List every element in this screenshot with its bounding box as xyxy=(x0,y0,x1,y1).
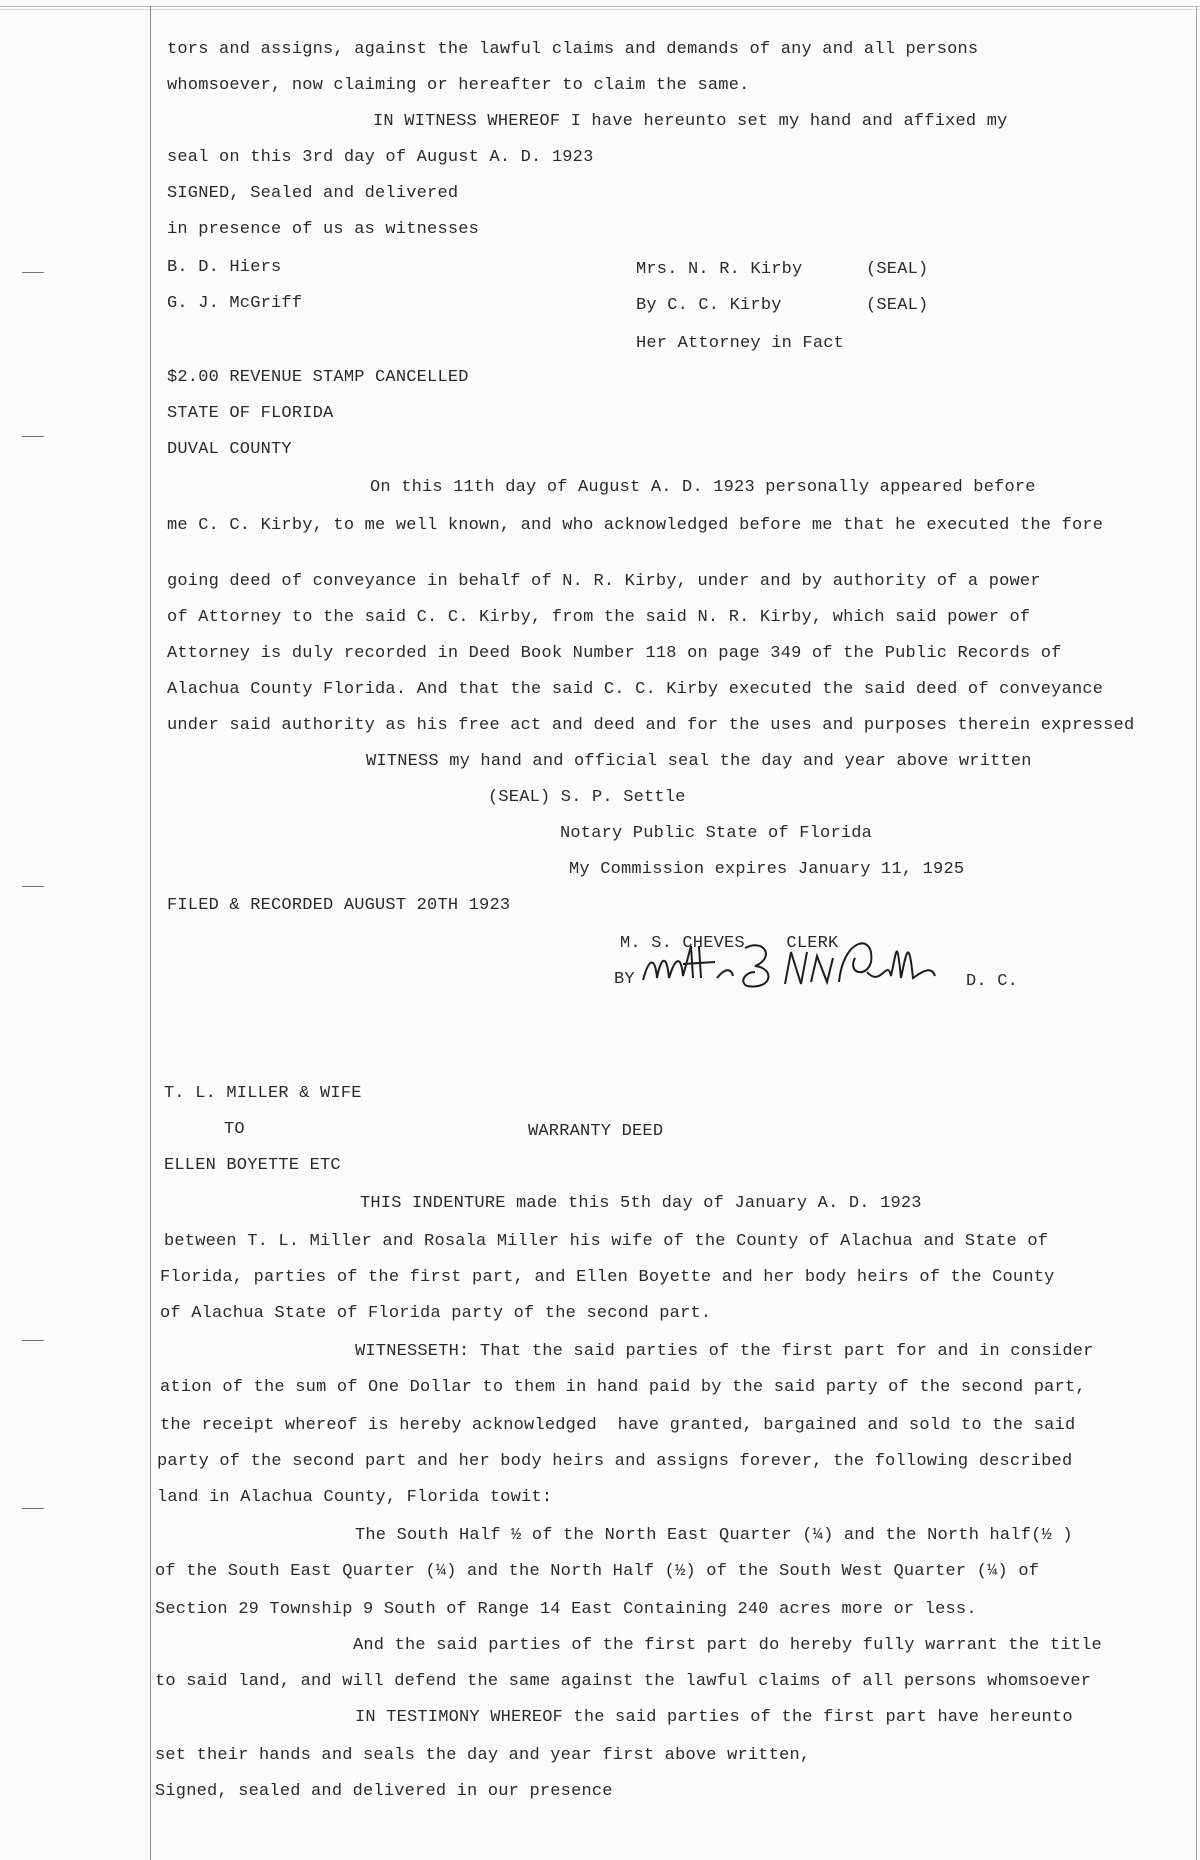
text-line: seal on this 3rd day of August A. D. 1923 xyxy=(167,148,594,167)
text-line: going deed of conveyance in behalf of N. R. Kirby, under and by authority of a power xyxy=(167,572,1041,591)
signer-name: By C. C. Kirby xyxy=(636,296,782,315)
text-line: The South Half ½ of the North East Quarter (¼) and the North half(½ ) xyxy=(355,1526,1073,1545)
text-line: the receipt whereof is hereby acknowledged have granted, bargained and sold to the said xyxy=(160,1416,1076,1435)
margin-tick xyxy=(22,1340,44,1341)
signer-name: Mrs. N. R. Kirby xyxy=(636,260,803,279)
right-margin-rule xyxy=(1196,6,1197,1860)
margin-tick xyxy=(22,1508,44,1509)
text-line: under said authority as his free act and deed and for the uses and purposes therein expressed xyxy=(167,716,1135,735)
text-line: SIGNED, Sealed and delivered xyxy=(167,184,459,203)
seal-mark: (SEAL) xyxy=(866,296,929,315)
text-line: of Alachua State of Florida party of the second part. xyxy=(160,1304,712,1323)
text-line: IN TESTIMONY WHEREOF the said parties of the first part have hereunto xyxy=(355,1708,1073,1727)
text-line: On this 11th day of August A. D. 1923 personally appeared before xyxy=(370,478,1036,497)
text-line: party of the second part and her body heirs and assigns forever, the following described xyxy=(157,1452,1073,1471)
text-line: Signed, sealed and delivered in our presence xyxy=(155,1782,613,1801)
deed-party-two: ELLEN BOYETTE ETC xyxy=(164,1156,341,1175)
text-line: me C. C. Kirby, to me well known, and who acknowledged before me that he executed the fore xyxy=(167,516,1104,535)
text-line: IN WITNESS WHEREOF I have hereunto set my hand and affixed my xyxy=(373,112,1008,131)
handwritten-signature xyxy=(635,928,995,1000)
text-line: set their hands and seals the day and year first above written, xyxy=(155,1746,811,1765)
stamp-line: $2.00 REVENUE STAMP CANCELLED xyxy=(167,368,469,387)
deed-to: TO xyxy=(224,1120,245,1139)
deed-party-one: T. L. MILLER & WIFE xyxy=(164,1084,362,1103)
state-line: STATE OF FLORIDA xyxy=(167,404,334,423)
text-line: And the said parties of the first part do hereby fully warrant the title xyxy=(353,1636,1102,1655)
text-line: Attorney is duly recorded in Deed Book Number 118 on page 349 of the Public Records of xyxy=(167,644,1062,663)
text-line: land in Alachua County, Florida towit: xyxy=(157,1488,553,1507)
notary-title: Notary Public State of Florida xyxy=(560,824,873,843)
notary-seal-line: (SEAL) S. P. Settle xyxy=(488,788,686,807)
text-line: tors and assigns, against the lawful claims and demands of any and all persons xyxy=(167,40,979,59)
text-line: Florida, parties of the first part, and Ellen Boyette and her body heirs of the County xyxy=(160,1268,1055,1287)
text-line: Section 29 Township 9 South of Range 14 East Containing 240 acres more or less. xyxy=(155,1600,977,1619)
clerk-dc: D. C. xyxy=(966,972,1019,991)
text-line: between T. L. Miller and Rosala Miller his wife of the County of Alachua and State of xyxy=(164,1232,1049,1251)
seal-mark: (SEAL) xyxy=(866,260,929,279)
clerk-name: M. S. CHEVES CLERK xyxy=(620,934,839,953)
text-line: in presence of us as witnesses xyxy=(167,220,480,239)
text-line: WITNESS my hand and official seal the day and year above written xyxy=(366,752,1032,771)
text-line: ation of the sum of One Dollar to them in hand paid by the said party of the second part, xyxy=(160,1378,1086,1397)
text-line: to said land, and will defend the same against the lawful claims of all persons whomsoever xyxy=(155,1672,1092,1691)
signer-title: Her Attorney in Fact xyxy=(636,334,845,353)
text-line: of Attorney to the said C. C. Kirby, from the said N. R. Kirby, which said power of xyxy=(167,608,1031,627)
left-margin-rule xyxy=(150,6,151,1860)
top-border xyxy=(0,0,1200,7)
clerk-by: BY xyxy=(614,970,635,989)
witness-name: B. D. Hiers xyxy=(167,258,282,277)
margin-tick xyxy=(22,436,44,437)
filed-line: FILED & RECORDED AUGUST 20TH 1923 xyxy=(167,896,511,915)
text-line: of the South East Quarter (¼) and the North Half (½) of the South West Quarter (¼) of xyxy=(155,1562,1040,1581)
text-line: whomsoever, now claiming or hereafter to claim the same. xyxy=(167,76,750,95)
text-line: Alachua County Florida. And that the said C. C. Kirby executed the said deed of conveyance xyxy=(167,680,1104,699)
margin-tick xyxy=(22,272,44,273)
deed-type: WARRANTY DEED xyxy=(528,1122,664,1141)
text-line: WITNESSETH: That the said parties of the first part for and in consider xyxy=(355,1342,1094,1361)
text-line: THIS INDENTURE made this 5th day of January A. D. 1923 xyxy=(360,1194,922,1213)
witness-name: G. J. McGriff xyxy=(167,294,303,313)
county-line: DUVAL COUNTY xyxy=(167,440,292,459)
notary-commission: My Commission expires January 11, 1925 xyxy=(569,860,965,879)
margin-tick xyxy=(22,886,44,887)
top-border-inner xyxy=(0,9,1200,10)
